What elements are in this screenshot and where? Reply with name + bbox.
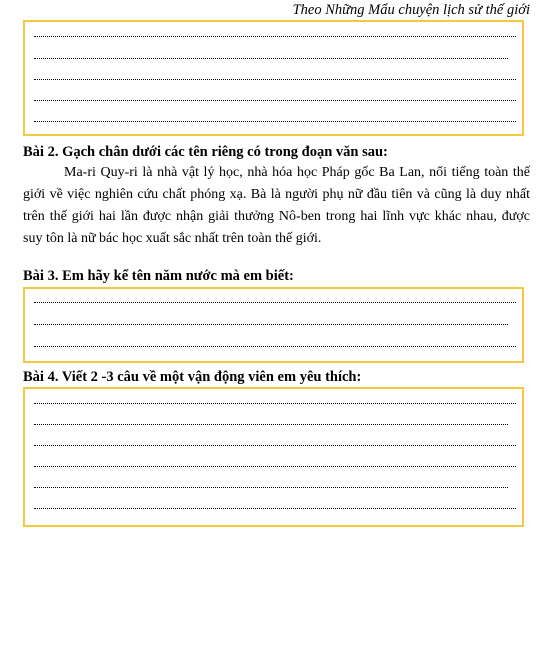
answer-box-exercise-3[interactable] bbox=[23, 287, 524, 363]
exercise-3-heading: Bài 3. Em hãy kể tên năm nước mà em biết: bbox=[23, 268, 294, 284]
writing-line bbox=[34, 424, 508, 425]
writing-line bbox=[34, 36, 516, 37]
writing-line bbox=[34, 79, 516, 80]
writing-line bbox=[34, 508, 516, 509]
writing-line bbox=[34, 324, 508, 325]
writing-line bbox=[34, 487, 508, 488]
source-citation: Theo Những Mẩu chuyện lịch sử thế giới bbox=[292, 2, 530, 18]
answer-box-exercise-4[interactable] bbox=[23, 387, 524, 527]
exercise-2-heading: Bài 2. Gạch chân dưới các tên riêng có trong đoạn văn sau: bbox=[23, 144, 388, 160]
writing-line bbox=[34, 302, 516, 303]
writing-line bbox=[34, 466, 516, 467]
writing-line bbox=[34, 403, 516, 404]
exercise-4-heading: Bài 4. Viết 2 -3 câu về một vận động viên em yêu thích: bbox=[23, 369, 362, 385]
exercise-2-paragraph bbox=[23, 162, 530, 250]
exercise-2-text: Ma-ri Quy-ri là nhà vật lý học, nhà hóa học Pháp gốc Ba Lan, nổi tiếng toàn thế giới về việc nghiên cứu chất phóng xạ. Bà là người phụ nữ đầu tiên và cũng là duy nhất trên thế giới hai lần được nhận giải thưởng Nô-ben trong hai lĩnh vực khác nhau, được suy tôn là nữ bác học xuất sắc nhất trên toàn thế giới. bbox=[23, 165, 530, 246]
writing-line bbox=[34, 100, 516, 101]
writing-line bbox=[34, 445, 516, 446]
writing-line bbox=[34, 121, 516, 122]
answer-box-top[interactable] bbox=[23, 20, 524, 136]
writing-line bbox=[34, 58, 508, 59]
writing-line bbox=[34, 346, 516, 347]
